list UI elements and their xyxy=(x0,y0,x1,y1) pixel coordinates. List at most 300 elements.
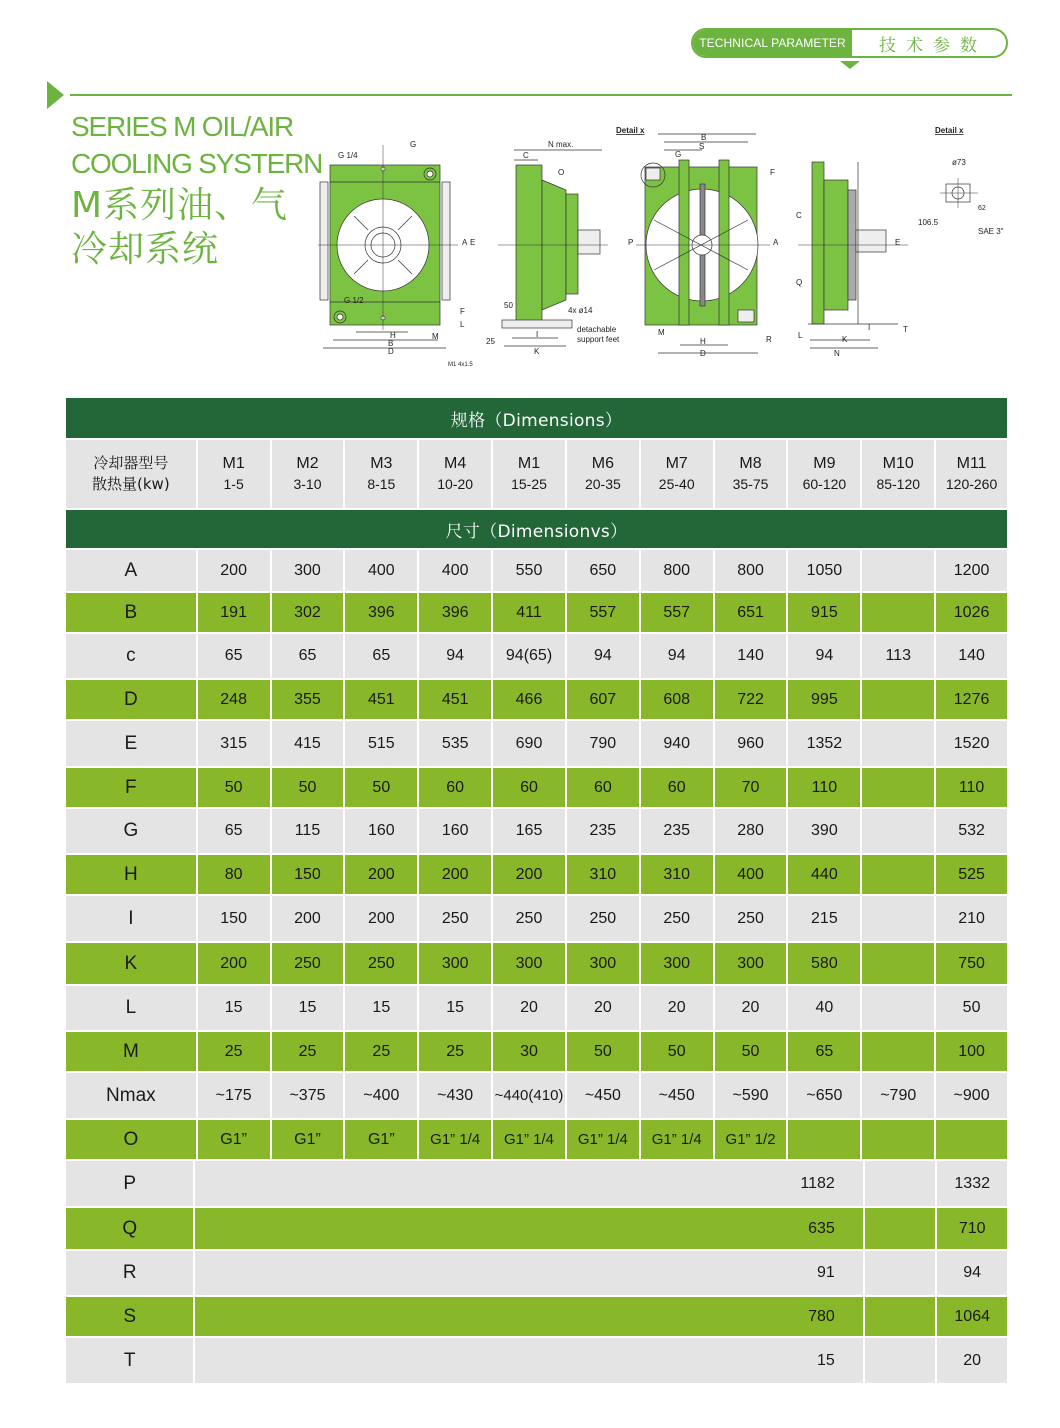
table-cell: 20 xyxy=(639,986,713,1030)
table-cell: ~790 xyxy=(860,1073,934,1118)
side-view-drawing xyxy=(498,150,608,346)
model-kw: 35-75 xyxy=(732,476,769,492)
dimension-rows xyxy=(66,548,1007,1159)
table-cell: 50 xyxy=(565,1032,639,1071)
table-cell: 94 xyxy=(565,634,639,678)
table-cell: 110 xyxy=(934,768,1007,807)
table-cell xyxy=(860,593,934,632)
table-cell: 915 xyxy=(786,593,860,632)
model-name: M4 xyxy=(444,455,467,472)
table-cell: 1050 xyxy=(786,550,860,591)
model-name: M9 xyxy=(813,455,836,472)
table-cell: ~175 xyxy=(196,1073,270,1118)
table-cell: 651 xyxy=(713,593,787,632)
table-cell: 300 xyxy=(639,943,713,984)
table-cell xyxy=(786,1120,860,1159)
table-cell: 215 xyxy=(786,896,860,941)
svg-text:T: T xyxy=(903,325,908,334)
table-cell: 15 xyxy=(270,986,344,1030)
table-row xyxy=(66,1030,1007,1071)
table-cell: 50 xyxy=(196,768,270,807)
table-cell: 94 xyxy=(786,634,860,678)
table-cell: 650 xyxy=(565,550,639,591)
svg-text:50: 50 xyxy=(504,301,513,310)
table-row xyxy=(66,1159,1007,1206)
row-label: Nmax xyxy=(66,1073,196,1118)
row-label: D xyxy=(66,680,196,719)
table-cell: 20 xyxy=(491,986,565,1030)
table-cell: 250 xyxy=(639,896,713,941)
table-cell xyxy=(934,1120,1007,1159)
table-cell: G1” 1/4 xyxy=(565,1120,639,1159)
table-cell: 80 xyxy=(196,855,270,894)
table-cell: 200 xyxy=(491,855,565,894)
table-cell: 250 xyxy=(491,896,565,941)
table-cell: 25 xyxy=(417,1032,491,1071)
table-cell: 165 xyxy=(491,809,565,853)
table-cell: 160 xyxy=(417,809,491,853)
table-cell: 15 xyxy=(417,986,491,1030)
svg-text:detachable: detachable xyxy=(577,325,617,334)
table-cell xyxy=(860,550,934,591)
table-cell: 60 xyxy=(491,768,565,807)
model-col xyxy=(786,440,860,508)
table-cell-m10 xyxy=(863,1338,936,1383)
table-row xyxy=(66,1295,1007,1336)
model-col xyxy=(196,440,270,508)
table-cell xyxy=(860,1120,934,1159)
model-col xyxy=(934,440,1007,508)
table-cell: 65 xyxy=(270,634,344,678)
model-kw: 10-20 xyxy=(437,476,474,492)
model-col xyxy=(491,440,565,508)
table-row xyxy=(66,719,1007,766)
svg-text:M: M xyxy=(658,328,665,337)
table-cell: 15 xyxy=(196,986,270,1030)
table-cell: 302 xyxy=(270,593,344,632)
table-cell-m9: 780 xyxy=(193,1297,862,1336)
table-cell: 40 xyxy=(786,986,860,1030)
table-cell: 25 xyxy=(343,1032,417,1071)
model-col xyxy=(417,440,491,508)
table-cell: ~450 xyxy=(639,1073,713,1118)
table-cell: 280 xyxy=(713,809,787,853)
table-cell: 525 xyxy=(934,855,1007,894)
title-english-line-2: COOLING SYSTERN xyxy=(71,148,323,179)
table-cell: 70 xyxy=(713,768,787,807)
table-cell: 160 xyxy=(343,809,417,853)
model-name: M11 xyxy=(956,455,987,472)
detail-x-drawing xyxy=(940,178,978,208)
model-name: M2 xyxy=(296,455,319,472)
table-cell: 50 xyxy=(270,768,344,807)
section-triangle-icon xyxy=(47,81,64,109)
row-label: B xyxy=(66,593,196,632)
svg-text:P: P xyxy=(628,238,634,247)
section-divider xyxy=(70,94,1012,96)
table-cell: 15 xyxy=(343,986,417,1030)
model-name: M7 xyxy=(665,455,688,472)
table-cell: 960 xyxy=(713,721,787,766)
table-cell: 451 xyxy=(343,680,417,719)
table-cell: G1” xyxy=(343,1120,417,1159)
svg-text:K: K xyxy=(534,347,540,356)
table-cell: 60 xyxy=(417,768,491,807)
table-cell: 557 xyxy=(639,593,713,632)
table-cell: 65 xyxy=(196,809,270,853)
row-label: S xyxy=(66,1297,193,1336)
svg-text:F: F xyxy=(770,168,775,177)
badge-english-label: TECHNICAL PARAMETER xyxy=(693,30,852,56)
model-kw: 8-15 xyxy=(367,476,396,492)
table-cell: 451 xyxy=(417,680,491,719)
svg-text:N: N xyxy=(834,349,840,358)
table-cell: 25 xyxy=(196,1032,270,1071)
svg-text:N max.: N max. xyxy=(548,140,574,149)
svg-text:106.5: 106.5 xyxy=(918,218,939,227)
table-row xyxy=(66,984,1007,1030)
table-cell: 250 xyxy=(343,943,417,984)
title-chinese-line-1: M系列油、气 xyxy=(71,185,289,226)
table-cell: G1” 1/4 xyxy=(491,1120,565,1159)
table-cell: 750 xyxy=(934,943,1007,984)
table-row xyxy=(66,591,1007,632)
table-cell: 300 xyxy=(713,943,787,984)
table-cell: 150 xyxy=(196,896,270,941)
svg-text:R: R xyxy=(766,335,772,344)
table-cell: 235 xyxy=(565,809,639,853)
model-kw: 120-260 xyxy=(945,476,998,492)
table-cell: 115 xyxy=(270,809,344,853)
table-cell: 50 xyxy=(934,986,1007,1030)
row-label: O xyxy=(66,1120,196,1159)
table-cell: 100 xyxy=(934,1032,1007,1071)
svg-text:H: H xyxy=(700,337,706,346)
table-cell: 1520 xyxy=(934,721,1007,766)
large-model-rows xyxy=(66,1159,1007,1383)
table-cell: 400 xyxy=(417,550,491,591)
table-cell: 722 xyxy=(713,680,787,719)
table-row xyxy=(66,548,1007,591)
dimensions-table xyxy=(66,398,1007,1383)
table-cell: ~430 xyxy=(417,1073,491,1118)
table-cell: 411 xyxy=(491,593,565,632)
model-name: M1 xyxy=(222,455,245,472)
table-cell: ~375 xyxy=(270,1073,344,1118)
table-cell-m9: 91 xyxy=(193,1251,862,1295)
table-cell: 532 xyxy=(934,809,1007,853)
table-cell: 30 xyxy=(491,1032,565,1071)
table-cell: 94 xyxy=(417,634,491,678)
table-row xyxy=(66,678,1007,719)
svg-text:Detail x: Detail x xyxy=(935,126,964,135)
technical-drawing xyxy=(318,120,1018,370)
model-kw: 85-120 xyxy=(876,476,921,492)
table-cell: 20 xyxy=(565,986,639,1030)
front-view-drawing xyxy=(318,145,458,348)
model-kw: 60-120 xyxy=(802,476,847,492)
table-cell: 300 xyxy=(565,943,639,984)
model-name: M1 xyxy=(517,455,541,472)
table-cell: 608 xyxy=(639,680,713,719)
svg-text:B: B xyxy=(701,133,707,142)
row-label: R xyxy=(66,1251,193,1295)
table-cell-m11: 710 xyxy=(935,1208,1007,1249)
badge-chinese-label: 技术参数 xyxy=(879,35,987,56)
svg-text:Detail x: Detail x xyxy=(616,126,645,135)
table-cell xyxy=(860,855,934,894)
table-row xyxy=(66,807,1007,853)
table-row xyxy=(66,894,1007,941)
table-cell: 690 xyxy=(491,721,565,766)
row-label: I xyxy=(66,896,196,941)
large-front-view-drawing xyxy=(636,134,770,353)
table-cell: 65 xyxy=(786,1032,860,1071)
svg-text:I: I xyxy=(536,330,539,339)
svg-text:G: G xyxy=(675,150,682,159)
table-cell-m9: 15 xyxy=(193,1338,862,1383)
table-cell xyxy=(860,809,934,853)
table-cell: 415 xyxy=(270,721,344,766)
table-cell: 1200 xyxy=(934,550,1007,591)
table-cell: 1026 xyxy=(934,593,1007,632)
spec-banner: 规格（Dimensions） xyxy=(66,398,1007,438)
table-cell: 50 xyxy=(713,1032,787,1071)
model-header-label xyxy=(66,440,196,508)
table-cell: 250 xyxy=(270,943,344,984)
table-cell: 400 xyxy=(343,550,417,591)
table-cell: G1” xyxy=(270,1120,344,1159)
row-label: c xyxy=(66,634,196,678)
svg-text:support feet: support feet xyxy=(577,335,620,344)
table-cell: 113 xyxy=(860,634,934,678)
table-cell: 440 xyxy=(786,855,860,894)
table-cell: G1” xyxy=(196,1120,270,1159)
table-cell: 580 xyxy=(786,943,860,984)
table-cell: 315 xyxy=(196,721,270,766)
table-cell xyxy=(860,1032,934,1071)
row-label: E xyxy=(66,721,196,766)
table-cell: G1” 1/4 xyxy=(639,1120,713,1159)
table-cell-m9: 1182 xyxy=(193,1161,862,1206)
table-cell: 995 xyxy=(786,680,860,719)
table-cell: 400 xyxy=(713,855,787,894)
badge-pointer-icon xyxy=(840,61,860,69)
model-kw: 1-5 xyxy=(223,476,244,492)
table-cell: 790 xyxy=(565,721,639,766)
technical-parameter-badge xyxy=(691,28,1008,58)
row-label: L xyxy=(66,986,196,1030)
table-cell-m11: 20 xyxy=(935,1338,1007,1383)
table-cell: 390 xyxy=(786,809,860,853)
table-cell: 300 xyxy=(417,943,491,984)
table-cell: 235 xyxy=(639,809,713,853)
svg-text:25: 25 xyxy=(486,337,495,346)
table-cell: 94(65) xyxy=(491,634,565,678)
table-cell: 940 xyxy=(639,721,713,766)
table-cell: 248 xyxy=(196,680,270,719)
table-row xyxy=(66,1118,1007,1159)
table-cell: 140 xyxy=(934,634,1007,678)
table-row xyxy=(66,853,1007,894)
table-cell: 20 xyxy=(713,986,787,1030)
table-cell: 210 xyxy=(934,896,1007,941)
table-cell: 200 xyxy=(417,855,491,894)
row-label: T xyxy=(66,1338,193,1383)
model-label: 冷却器型号 xyxy=(93,454,169,472)
table-cell: 200 xyxy=(196,943,270,984)
table-cell: 396 xyxy=(343,593,417,632)
svg-text:G: G xyxy=(410,140,417,149)
table-cell: 50 xyxy=(639,1032,713,1071)
table-cell: 607 xyxy=(565,680,639,719)
model-kw: 15-25 xyxy=(511,476,547,492)
table-cell: 300 xyxy=(270,550,344,591)
svg-text:SAE 3": SAE 3" xyxy=(978,227,1004,236)
table-cell: 94 xyxy=(639,634,713,678)
model-name: M6 xyxy=(591,455,614,472)
table-cell-m10 xyxy=(863,1251,936,1295)
table-row xyxy=(66,1336,1007,1383)
model-col xyxy=(270,440,344,508)
svg-text:C: C xyxy=(796,211,802,220)
svg-text:L: L xyxy=(798,331,803,340)
table-cell-m11: 94 xyxy=(935,1251,1007,1295)
table-cell: 191 xyxy=(196,593,270,632)
table-cell: 110 xyxy=(786,768,860,807)
table-row xyxy=(66,1071,1007,1118)
title-english-line-1: SERIES M OIL/AIR xyxy=(71,111,293,142)
svg-text:D: D xyxy=(700,349,706,358)
table-cell: 60 xyxy=(565,768,639,807)
table-cell: 800 xyxy=(639,550,713,591)
table-cell xyxy=(860,721,934,766)
row-label: H xyxy=(66,855,196,894)
table-cell: G1” 1/2 xyxy=(713,1120,787,1159)
model-kw: 25-40 xyxy=(658,476,695,492)
table-row xyxy=(66,766,1007,807)
heat-dissipation-label: 散热量(kw) xyxy=(92,475,170,493)
table-cell: 60 xyxy=(639,768,713,807)
svg-text:O: O xyxy=(558,168,565,177)
model-name: M8 xyxy=(739,455,762,472)
svg-text:ø73: ø73 xyxy=(952,158,966,167)
table-cell: 50 xyxy=(343,768,417,807)
svg-text:D: D xyxy=(388,347,394,356)
large-side-view-drawing xyxy=(798,162,908,348)
table-cell-m10 xyxy=(863,1208,936,1249)
svg-text:62: 62 xyxy=(978,205,986,212)
table-cell: 800 xyxy=(713,550,787,591)
table-cell-m9: 635 xyxy=(193,1208,862,1249)
table-cell xyxy=(860,768,934,807)
table-cell: 25 xyxy=(270,1032,344,1071)
table-cell: 65 xyxy=(343,634,417,678)
page-title xyxy=(71,108,322,272)
svg-text:M: M xyxy=(432,332,439,341)
table-row xyxy=(66,941,1007,984)
title-chinese-line-2: 冷却系统 xyxy=(71,229,220,270)
table-cell: 550 xyxy=(491,550,565,591)
table-cell-m11: 1332 xyxy=(935,1161,1007,1206)
model-kw: 20-35 xyxy=(584,476,621,492)
model-col xyxy=(860,440,934,508)
model-name: M10 xyxy=(882,455,914,472)
svg-text:G 1/2: G 1/2 xyxy=(344,296,364,305)
svg-text:E: E xyxy=(895,238,901,247)
table-cell: 300 xyxy=(491,943,565,984)
svg-text:H: H xyxy=(390,331,396,340)
table-cell: 65 xyxy=(196,634,270,678)
table-cell: 557 xyxy=(565,593,639,632)
svg-text:S: S xyxy=(699,142,705,151)
table-cell: 140 xyxy=(713,634,787,678)
table-cell-m11: 1064 xyxy=(935,1297,1007,1336)
table-cell xyxy=(860,943,934,984)
svg-text:B: B xyxy=(388,339,394,348)
row-label: K xyxy=(66,943,196,984)
table-cell: ~590 xyxy=(713,1073,787,1118)
table-cell: 535 xyxy=(417,721,491,766)
table-cell: G1” 1/4 xyxy=(417,1120,491,1159)
table-cell: 200 xyxy=(343,896,417,941)
svg-text:A: A xyxy=(462,238,468,247)
table-cell: 250 xyxy=(417,896,491,941)
svg-text:Q: Q xyxy=(796,278,803,287)
svg-text:M1 4x1.5: M1 4x1.5 xyxy=(448,362,473,368)
svg-text:4x ø14: 4x ø14 xyxy=(568,306,593,315)
table-cell: ~440(410) xyxy=(491,1073,565,1118)
row-label: A xyxy=(66,550,196,591)
model-col xyxy=(343,440,417,508)
table-cell: ~650 xyxy=(786,1073,860,1118)
svg-text:F: F xyxy=(460,307,465,316)
svg-text:C: C xyxy=(523,151,529,160)
row-label: F xyxy=(66,768,196,807)
table-cell xyxy=(860,680,934,719)
table-cell: 396 xyxy=(417,593,491,632)
table-cell: ~400 xyxy=(343,1073,417,1118)
table-cell: 355 xyxy=(270,680,344,719)
svg-text:L: L xyxy=(460,320,465,329)
table-cell: ~450 xyxy=(565,1073,639,1118)
table-cell: 310 xyxy=(565,855,639,894)
table-cell: 466 xyxy=(491,680,565,719)
svg-text:G 1/4: G 1/4 xyxy=(338,151,358,160)
row-label: G xyxy=(66,809,196,853)
table-cell: 1352 xyxy=(786,721,860,766)
table-cell xyxy=(860,896,934,941)
table-cell: 515 xyxy=(343,721,417,766)
dimensions-banner: 尺寸（Dimensionvs） xyxy=(66,508,1007,548)
model-header-row xyxy=(66,438,1007,508)
table-cell xyxy=(860,986,934,1030)
table-cell: 1276 xyxy=(934,680,1007,719)
table-cell: 200 xyxy=(270,896,344,941)
model-col xyxy=(565,440,639,508)
row-label: M xyxy=(66,1032,196,1071)
model-name: M3 xyxy=(370,455,393,472)
table-cell: ~900 xyxy=(934,1073,1007,1118)
svg-text:I: I xyxy=(868,323,871,332)
table-cell-m10 xyxy=(863,1161,936,1206)
table-cell: 250 xyxy=(713,896,787,941)
table-cell: 250 xyxy=(565,896,639,941)
svg-text:K: K xyxy=(842,335,848,344)
table-cell: 150 xyxy=(270,855,344,894)
table-cell: 200 xyxy=(343,855,417,894)
table-row xyxy=(66,1206,1007,1249)
